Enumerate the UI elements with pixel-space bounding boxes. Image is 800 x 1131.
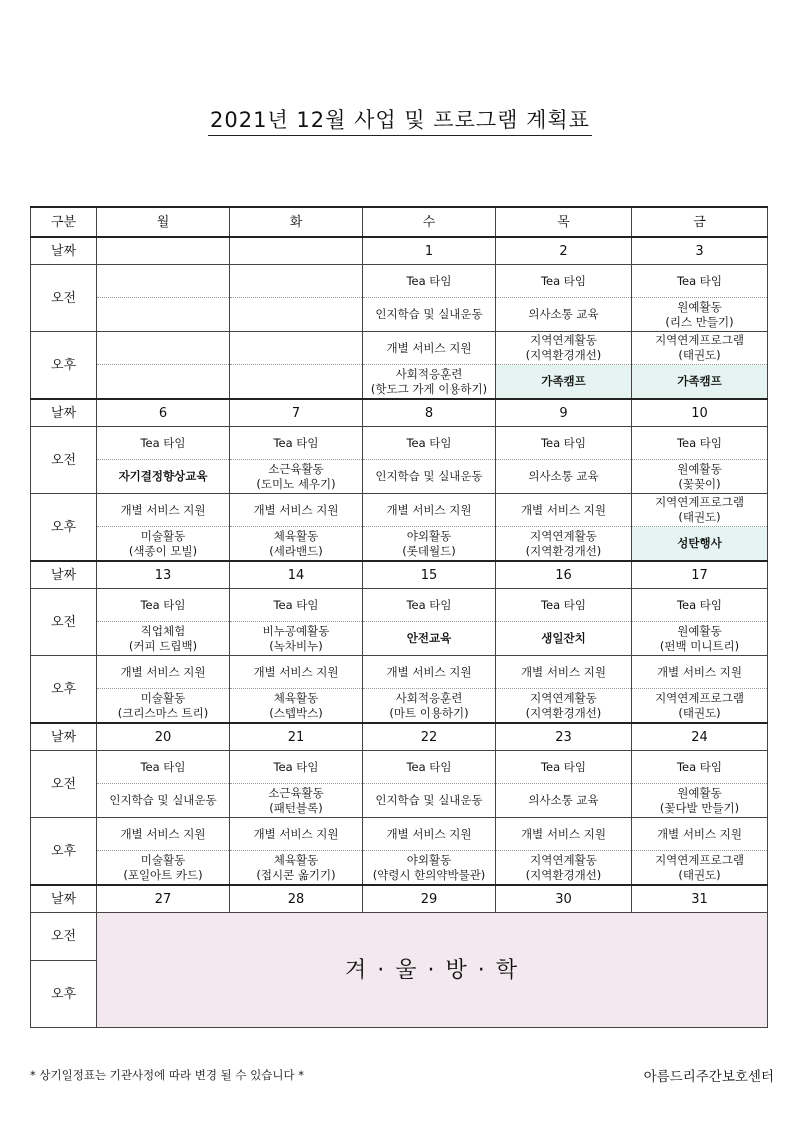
- cell-text: 개별 서비스 지원: [656, 664, 743, 679]
- schedule-row: [31, 460, 768, 494]
- cell-text: (패턴블록): [269, 800, 323, 815]
- cell-text: (태권도): [678, 510, 721, 524]
- activity-cell: [363, 689, 496, 724]
- date-cell: 3: [632, 237, 768, 265]
- schedule-row: [31, 527, 768, 562]
- activity-cell: [363, 265, 496, 298]
- activity-cell: [230, 656, 363, 689]
- activity-cell: [97, 689, 230, 724]
- activity-cell: [230, 298, 363, 332]
- activity-cell: [632, 622, 768, 656]
- date-cell: 27: [97, 885, 230, 913]
- cell-text: Tea 타임: [676, 435, 723, 450]
- cell-text: (꽃다발 만들기): [659, 800, 740, 815]
- cell-text: Tea 타임: [540, 435, 587, 450]
- schedule-row: [31, 427, 768, 460]
- cell-text: 소근육활동: [268, 785, 324, 800]
- activity-cell: [230, 494, 363, 527]
- cell-text: 의사소통 교육: [528, 307, 599, 321]
- date-cell: 13: [97, 561, 230, 589]
- cell-text: Tea 타임: [140, 435, 186, 450]
- cell-text: 소근육활동: [268, 461, 324, 476]
- activity-cell: [97, 494, 230, 527]
- schedule-table: [30, 206, 768, 1028]
- activity-cell: [632, 494, 768, 527]
- cell-text: Tea 타임: [406, 435, 452, 450]
- cell-text: 지역연계활동: [530, 852, 597, 867]
- afternoon-label: 오후: [31, 494, 97, 562]
- header-cell-mon: 월: [97, 207, 230, 237]
- morning-label: 오전: [31, 427, 97, 494]
- activity-cell: [496, 365, 632, 400]
- schedule-row: [31, 589, 768, 622]
- cell-text: (세라밴드): [269, 543, 323, 558]
- cell-text: 개별 서비스 지원: [120, 664, 206, 679]
- date-cell: 31: [632, 885, 768, 913]
- date-cell: 16: [496, 561, 632, 589]
- activity-cell: [230, 818, 363, 851]
- cell-text: 개별 서비스 지원: [386, 340, 472, 355]
- activity-cell: [632, 851, 768, 886]
- date-cell: 6: [97, 399, 230, 427]
- activity-cell: [496, 784, 632, 818]
- activity-cell: [496, 589, 632, 622]
- activity-cell: [632, 689, 768, 724]
- activity-cell: [496, 427, 632, 460]
- activity-cell: [363, 751, 496, 784]
- header-cell-fri: 금: [632, 207, 768, 237]
- date-row: [31, 561, 768, 589]
- cell-text: 지역연계프로그램: [655, 495, 744, 509]
- header-cell-wed: 수: [363, 207, 496, 237]
- activity-cell: [230, 751, 363, 784]
- date-cell: 22: [363, 723, 496, 751]
- footer-org: 아름드리주간보호센터: [643, 1069, 774, 1085]
- cell-text: 개별 서비스 지원: [656, 826, 743, 841]
- schedule-row: [31, 365, 768, 400]
- cell-text: 개별 서비스 지원: [386, 826, 472, 841]
- date-cell: 30: [496, 885, 632, 913]
- activity-cell: [97, 851, 230, 886]
- activity-cell: [230, 332, 363, 365]
- activity-cell: [363, 656, 496, 689]
- activity-cell: [97, 751, 230, 784]
- activity-cell: [363, 494, 496, 527]
- activity-cell: [632, 427, 768, 460]
- activity-cell: [496, 656, 632, 689]
- activity-cell: [97, 332, 230, 365]
- activity-cell: [363, 589, 496, 622]
- cell-text: Tea 타임: [406, 273, 452, 288]
- date-row: [31, 399, 768, 427]
- cell-text: (태권도): [678, 705, 721, 720]
- cell-text: Tea 타임: [273, 759, 319, 774]
- activity-cell: [496, 851, 632, 886]
- header-cell-tue: 화: [230, 207, 363, 237]
- cell-text: (스텝박스): [269, 705, 323, 720]
- date-cell: 2: [496, 237, 632, 265]
- afternoon-label: 오후: [31, 332, 97, 400]
- cell-text: 미술활동: [140, 852, 186, 867]
- cell-text: 인지학습 및 실내운동: [375, 307, 483, 321]
- activity-cell: [632, 265, 768, 298]
- activity-cell: [496, 689, 632, 724]
- cell-text: (접시콘 옮기기): [256, 867, 336, 882]
- activity-cell: [97, 818, 230, 851]
- cell-text: 체육활동: [273, 528, 319, 543]
- date-cell: 14: [230, 561, 363, 589]
- date-label: 날짜: [31, 237, 97, 265]
- cell-text: (펀백 미니트리): [659, 638, 740, 653]
- header-cell-category: 구분: [31, 207, 97, 237]
- cell-text: 지역연계프로그램: [655, 333, 744, 347]
- date-label: 날짜: [31, 399, 97, 427]
- activity-cell: [632, 332, 768, 365]
- activity-cell: [632, 751, 768, 784]
- cell-text: 지역연계프로그램: [655, 852, 744, 867]
- cell-text: 의사소통 교육: [528, 793, 599, 807]
- cell-text: Tea 타임: [140, 759, 186, 774]
- morning-label: 오전: [31, 751, 97, 818]
- date-cell: 10: [632, 399, 768, 427]
- date-cell: 1: [363, 237, 496, 265]
- date-cell: 29: [363, 885, 496, 913]
- cell-text: Tea 타임: [540, 273, 587, 288]
- cell-text: 체육활동: [273, 852, 319, 867]
- cell-text: (태권도): [678, 867, 721, 882]
- cell-text: (태권도): [678, 348, 721, 362]
- cell-text: 체육활동: [273, 690, 319, 705]
- cell-text: (지역환경개선): [525, 543, 602, 558]
- date-cell: 24: [632, 723, 768, 751]
- activity-cell: [496, 818, 632, 851]
- header-row: [31, 207, 768, 237]
- activity-cell: [97, 622, 230, 656]
- activity-cell: [496, 332, 632, 365]
- activity-cell: [496, 265, 632, 298]
- activity-cell: [363, 622, 496, 656]
- cell-text: (색종이 모빌): [128, 543, 198, 558]
- cell-text: (마트 이용하기): [389, 705, 469, 720]
- cell-text: 야외활동: [406, 528, 452, 543]
- cell-text: 개별 서비스 지원: [520, 826, 607, 841]
- activity-cell: [363, 851, 496, 886]
- cell-text: 안전교육: [406, 631, 452, 645]
- activity-cell: [632, 460, 768, 494]
- morning-label: 오전: [31, 913, 97, 961]
- cell-text: (커피 드립백): [128, 638, 198, 653]
- date-row: [31, 885, 768, 913]
- activity-cell: [363, 332, 496, 365]
- activity-cell: [632, 656, 768, 689]
- cell-text: 지역연계활동: [530, 333, 597, 347]
- activity-cell: [496, 622, 632, 656]
- cell-text: Tea 타임: [273, 435, 319, 450]
- cell-text: 지역연계프로그램: [655, 690, 744, 705]
- activity-cell: [230, 427, 363, 460]
- date-cell: 7: [230, 399, 363, 427]
- cell-text: (약령시 한의약박물관): [372, 867, 486, 882]
- activity-cell: [230, 784, 363, 818]
- activity-cell: [632, 818, 768, 851]
- activity-cell: [632, 589, 768, 622]
- date-cell: 8: [363, 399, 496, 427]
- cell-text: Tea 타임: [676, 597, 723, 612]
- cell-text: 지역연계활동: [530, 528, 597, 543]
- date-cell: [230, 237, 363, 265]
- activity-cell: [97, 589, 230, 622]
- schedule-row: [31, 818, 768, 851]
- cell-text: (크리스마스 트리): [117, 705, 209, 720]
- activity-cell: [230, 365, 363, 400]
- date-label: 날짜: [31, 561, 97, 589]
- cell-text: 성탄행사: [677, 536, 722, 550]
- cell-text: Tea 타임: [540, 597, 587, 612]
- date-cell: 28: [230, 885, 363, 913]
- activity-cell: [632, 298, 768, 332]
- cell-text: (녹차비누): [269, 638, 323, 653]
- cell-text: 개별 서비스 지원: [520, 502, 607, 517]
- activity-cell: [363, 784, 496, 818]
- cell-text: 미술활동: [140, 528, 186, 543]
- date-row: [31, 723, 768, 751]
- afternoon-label: 오후: [31, 818, 97, 886]
- activity-cell: [230, 527, 363, 562]
- schedule-row: [31, 751, 768, 784]
- page-title-text: 2021년 12월 사업 및 프로그램 계획표: [208, 108, 592, 136]
- cell-text: Tea 타임: [406, 759, 452, 774]
- cell-text: (포일아트 카드): [123, 867, 203, 882]
- activity-cell: [97, 527, 230, 562]
- cell-text: (지역환경개선): [525, 867, 602, 882]
- activity-cell: [97, 265, 230, 298]
- activity-cell: [363, 460, 496, 494]
- cell-text: 가족캠프: [541, 374, 586, 388]
- activity-cell: [363, 365, 496, 400]
- date-row: [31, 237, 768, 265]
- activity-cell: [230, 460, 363, 494]
- activity-cell: [632, 784, 768, 818]
- cell-text: (꽃꽂이): [678, 476, 721, 491]
- activity-cell: [230, 589, 363, 622]
- afternoon-label: 오후: [31, 656, 97, 724]
- cell-text: 비누공예활동: [262, 623, 330, 638]
- cell-text: 개별 서비스 지원: [253, 664, 339, 679]
- activity-cell: [97, 427, 230, 460]
- page-title: [0, 104, 800, 134]
- cell-text: 개별 서비스 지원: [253, 826, 339, 841]
- cell-text: (지역환경개선): [525, 348, 602, 362]
- cell-text: 개별 서비스 지원: [386, 502, 472, 517]
- cell-text: (롯데월드): [402, 543, 456, 558]
- schedule-row: [31, 298, 768, 332]
- activity-cell: [496, 298, 632, 332]
- date-cell: 23: [496, 723, 632, 751]
- cell-text: 개별 서비스 지원: [520, 664, 607, 679]
- date-cell: 9: [496, 399, 632, 427]
- schedule-row: [31, 622, 768, 656]
- cell-text: 직업체험: [140, 623, 186, 638]
- activity-cell: [496, 527, 632, 562]
- cell-text: 인지학습 및 실내운동: [375, 469, 483, 483]
- afternoon-label: 오후: [31, 961, 97, 1028]
- cell-text: 인지학습 및 실내운동: [375, 793, 483, 807]
- cell-text: 원예활동: [677, 623, 722, 638]
- cell-text: 지역연계활동: [530, 690, 597, 705]
- cell-text: Tea 타임: [273, 597, 319, 612]
- cell-text: 야외활동: [406, 852, 452, 867]
- schedule-row: [31, 851, 768, 886]
- cell-text: 인지학습 및 실내운동: [109, 793, 217, 807]
- date-cell: 17: [632, 561, 768, 589]
- cell-text: (도미노 세우기): [256, 476, 336, 491]
- cell-text: 개별 서비스 지원: [120, 502, 206, 517]
- cell-text: 원예활동: [677, 785, 722, 800]
- activity-cell: [363, 298, 496, 332]
- activity-cell: [363, 427, 496, 460]
- cell-text: Tea 타임: [140, 597, 186, 612]
- cell-text: 생일잔치: [541, 631, 586, 645]
- cell-text: 의사소통 교육: [528, 469, 599, 483]
- vacation-row: [31, 913, 768, 961]
- activity-cell: [230, 265, 363, 298]
- date-label: 날짜: [31, 885, 97, 913]
- cell-text: (핫도그 가게 이용하기): [370, 381, 488, 396]
- activity-cell: [632, 365, 768, 400]
- date-cell: [97, 237, 230, 265]
- activity-cell: [230, 851, 363, 886]
- activity-cell: [632, 527, 768, 562]
- date-cell: 20: [97, 723, 230, 751]
- schedule-row: [31, 332, 768, 365]
- cell-text: Tea 타임: [540, 759, 587, 774]
- activity-cell: [230, 622, 363, 656]
- morning-label: 오전: [31, 265, 97, 332]
- cell-text: 자기결정향상교육: [118, 469, 208, 483]
- footer-note: * 상기일정표는 기관사정에 따라 변경 될 수 있습니다 *: [30, 1068, 305, 1082]
- activity-cell: [496, 460, 632, 494]
- activity-cell: [97, 298, 230, 332]
- cell-text: 원예활동: [677, 299, 722, 314]
- activity-cell: [97, 460, 230, 494]
- date-cell: 15: [363, 561, 496, 589]
- cell-text: 개별 서비스 지원: [253, 502, 339, 517]
- cell-text: 개별 서비스 지원: [120, 826, 206, 841]
- schedule-row: [31, 494, 768, 527]
- cell-text: (지역환경개선): [525, 705, 602, 720]
- cell-text: 미술활동: [140, 690, 186, 705]
- header-cell-thu: 목: [496, 207, 632, 237]
- schedule-row: [31, 784, 768, 818]
- activity-cell: [97, 656, 230, 689]
- cell-text: 사회적응훈련: [395, 690, 463, 705]
- cell-text: 사회적응훈련: [395, 366, 463, 381]
- cell-text: 개별 서비스 지원: [386, 664, 472, 679]
- schedule-row: [31, 265, 768, 298]
- cell-text: Tea 타임: [676, 759, 723, 774]
- activity-cell: [97, 365, 230, 400]
- cell-text: Tea 타임: [406, 597, 452, 612]
- date-label: 날짜: [31, 723, 97, 751]
- cell-text: (리스 만들기): [665, 314, 734, 329]
- cell-text: Tea 타임: [676, 273, 723, 288]
- schedule-row: [31, 689, 768, 724]
- activity-cell: [496, 751, 632, 784]
- activity-cell: [97, 784, 230, 818]
- vacation-cell: 겨 · 울 · 방 · 학: [97, 913, 768, 1028]
- activity-cell: [363, 527, 496, 562]
- cell-text: 가족캠프: [677, 374, 722, 388]
- activity-cell: [496, 494, 632, 527]
- cell-text: 원예활동: [677, 461, 722, 476]
- morning-label: 오전: [31, 589, 97, 656]
- activity-cell: [363, 818, 496, 851]
- activity-cell: [230, 689, 363, 724]
- schedule-row: [31, 656, 768, 689]
- date-cell: 21: [230, 723, 363, 751]
